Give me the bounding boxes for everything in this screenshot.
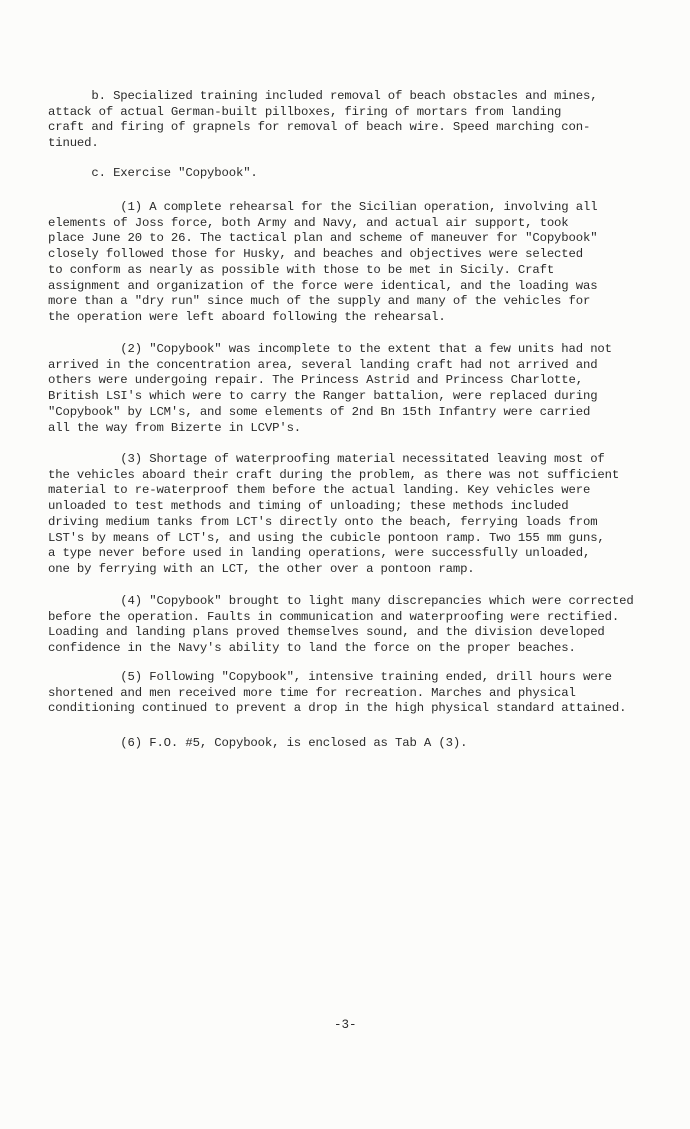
paragraph-c4-line: (4) "Copybook" brought to light many discrepancies which were corrected <box>48 594 634 608</box>
paragraph-c3-line: one by ferrying with an LCT, the other over a pontoon ramp. <box>48 561 475 576</box>
paragraph-c3-line: LST's by means of LCT's, and using the cubicle pontoon ramp. Two 155 mm guns, <box>48 530 605 545</box>
paragraph-b-line: tinued. <box>48 136 99 151</box>
paragraph-c4-line: confidence in the Navy's ability to land the force on the proper beaches. <box>48 641 576 656</box>
paragraph-c6-line: (6) F.O. #5, Copybook, is enclosed as Tab A (3). <box>48 736 468 750</box>
paragraph-c2-line: others were undergoing repair. The Princess Astrid and Princess Charlotte, <box>48 373 583 388</box>
paragraph-c1-line: elements of Joss force, both Army and Navy, and actual air support, took <box>48 215 569 230</box>
paragraph-c3-line: driving medium tanks from LCT's directly onto the beach, ferrying loads from <box>48 514 598 529</box>
paragraph-c1-line: closely followed those for Husky, and beaches and objectives were selected <box>48 247 583 262</box>
paragraph-c2-line: all the way from Bizerte in LCVP's. <box>48 420 302 435</box>
paragraph-c3-line: (3) Shortage of waterproofing material necessitated leaving most of <box>48 452 605 466</box>
paragraph-c2-line: "Copybook" by LCM's, and some elements of 2nd Bn 15th Infantry were carried <box>48 404 591 419</box>
paragraph-c3-line: the vehicles aboard their craft during the problem, as there was not sufficient <box>48 467 620 482</box>
page-number: -3- <box>334 1018 357 1032</box>
paragraph-c5-line: (5) Following "Copybook", intensive training ended, drill hours were <box>48 670 612 684</box>
paragraph-c5-line: shortened and men received more time for recreation. Marches and physical <box>48 685 576 700</box>
paragraph-c3-line: unloaded to test methods and timing of unloading; these methods included <box>48 499 569 514</box>
paragraph-c2-line: (2) "Copybook" was incomplete to the extent that a few units had not <box>48 342 612 356</box>
paragraph-c2-line: arrived in the concentration area, several landing craft had not arrived and <box>48 357 598 372</box>
paragraph-b-line: b. Specialized training included removal of beach obstacles and mines, <box>48 89 598 103</box>
paragraph-c1-line: the operation were left aboard following the rehearsal. <box>48 309 446 324</box>
paragraph-c1-line: place June 20 to 26. The tactical plan and scheme of maneuver for "Copybook" <box>48 231 598 246</box>
paragraph-c5-line: conditioning continued to prevent a drop in the high physical standard attained. <box>48 701 627 716</box>
paragraph-c-line: c. Exercise "Copybook". <box>48 166 258 180</box>
paragraph-c4-line: before the operation. Faults in communication and waterproofing were rectified. <box>48 609 620 624</box>
paragraph-c3-line: a type never before used in landing operations, were successfully unloaded, <box>48 546 591 561</box>
paragraph-c2-line: British LSI's which were to carry the Ranger battalion, were replaced during <box>48 389 598 404</box>
paragraph-b-line: craft and firing of grapnels for removal of beach wire. Speed marching con- <box>48 120 591 135</box>
paragraph-b-line: attack of actual German-built pillboxes, firing of mortars from landing <box>48 104 562 119</box>
paragraph-c3-line: material to re-waterproof them before the actual landing. Key vehicles were <box>48 483 591 498</box>
paragraph-c1-line: more than a "dry run" since much of the supply and many of the vehicles for <box>48 294 591 309</box>
paragraph-c1-line: to conform as nearly as possible with those to be met in Sicily. Craft <box>48 262 555 277</box>
paragraph-c4-line: Loading and landing plans proved themselves sound, and the division developed <box>48 625 605 640</box>
paragraph-c1-line: (1) A complete rehearsal for the Sicilian operation, involving all <box>48 200 598 214</box>
paragraph-c1-line: assignment and organization of the force were identical, and the loading was <box>48 278 598 293</box>
